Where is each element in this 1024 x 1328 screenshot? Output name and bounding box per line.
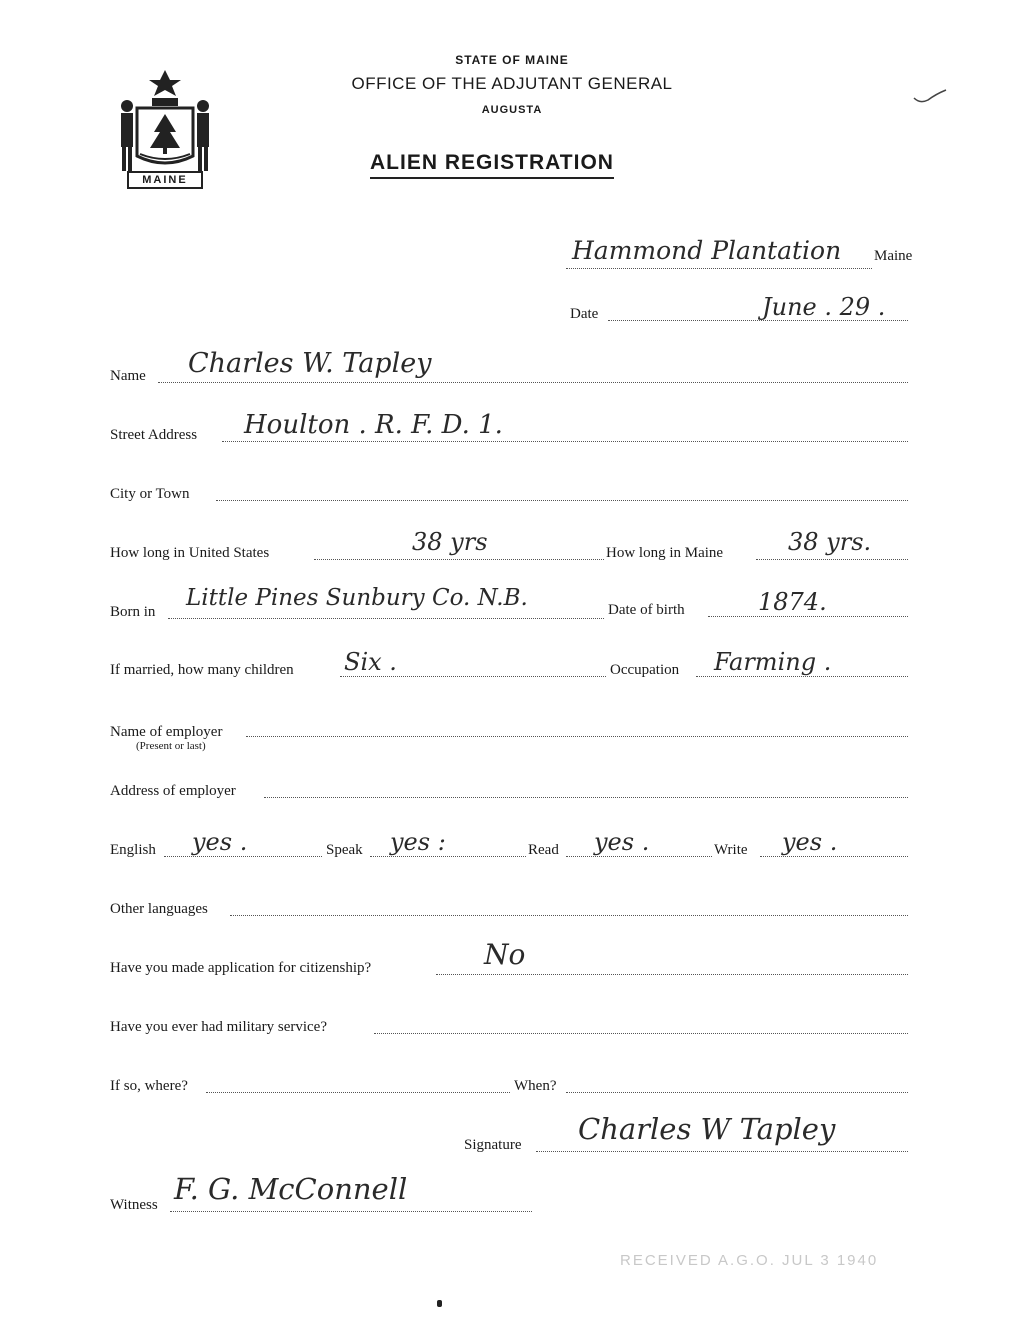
read-line (566, 856, 712, 857)
military-line (374, 1033, 908, 1034)
read-label: Read (528, 842, 559, 858)
english-label: English (110, 842, 156, 858)
when-line (566, 1092, 908, 1093)
citizenship-line (436, 974, 908, 975)
citizenship-value[interactable]: No (484, 938, 526, 971)
maine-value[interactable]: 38 yrs. (788, 528, 872, 556)
city-label: City or Town (110, 486, 190, 502)
emp-address-line (264, 797, 908, 798)
street-line (222, 441, 908, 442)
witness-label: Witness (110, 1197, 158, 1213)
street-value[interactable]: Houlton . R. F. D. 1. (244, 410, 503, 440)
read-value[interactable]: yes . (594, 828, 650, 856)
other-lang-line (230, 915, 908, 916)
born-label: Born in (110, 604, 156, 620)
where-label: If so, where? (110, 1078, 188, 1094)
check-mark-icon (910, 84, 950, 108)
english-value[interactable]: yes . (192, 828, 248, 856)
when-label: When? (514, 1078, 557, 1094)
name-value[interactable]: Charles W. Tapley (188, 348, 432, 379)
header-office: OFFICE OF THE ADJUTANT GENERAL (351, 74, 673, 93)
military-label: Have you ever had military service? (110, 1019, 327, 1035)
english-line (164, 856, 322, 857)
occupation-line (696, 676, 908, 677)
write-value[interactable]: yes . (782, 828, 838, 856)
seal-label: MAINE (142, 174, 188, 186)
dob-line (708, 616, 908, 617)
children-line (340, 676, 606, 677)
other-lang-label: Other languages (110, 901, 208, 917)
born-value[interactable]: Little Pines Sunbury Co. N.B. (186, 585, 528, 611)
name-label: Name (110, 368, 146, 384)
us-line (314, 559, 604, 560)
maine-label: How long in Maine (606, 545, 724, 561)
maine-line (756, 559, 908, 560)
children-value[interactable]: Six . (344, 648, 397, 676)
received-stamp: RECEIVED A.G.O. JUL 3 1940 (620, 1252, 879, 1269)
dob-value[interactable]: 1874. (758, 588, 827, 616)
us-label: How long in United States (110, 545, 270, 561)
children-label: If married, how many children (110, 662, 294, 678)
write-label: Write (714, 842, 748, 858)
speak-line (370, 856, 526, 857)
employer-sublabel: (Present or last) (136, 740, 206, 752)
place-line (566, 268, 872, 269)
signature-value[interactable]: Charles W Tapley (578, 1112, 836, 1146)
date-label: Date (570, 306, 599, 322)
street-label: Street Address (110, 427, 198, 443)
header-city: AUGUSTA (481, 104, 543, 116)
speak-label: Speak (326, 842, 363, 858)
header-state: STATE OF MAINE (455, 53, 569, 67)
emp-address-label: Address of employer (110, 783, 236, 799)
where-line (206, 1092, 510, 1093)
occupation-value[interactable]: Farming . (714, 648, 832, 676)
us-value[interactable]: 38 yrs (412, 528, 488, 556)
occupation-label: Occupation (610, 662, 680, 678)
speak-value[interactable]: yes : (390, 828, 446, 856)
date-value[interactable]: June . 29 . (762, 293, 886, 321)
employer-label: Name of employer (110, 724, 223, 740)
signature-label: Signature (464, 1137, 522, 1153)
city-line (216, 500, 908, 501)
place-value[interactable]: Hammond Plantation (572, 236, 842, 265)
name-line (158, 382, 908, 383)
witness-value[interactable]: F. G. McConnell (174, 1172, 408, 1206)
form-title: ALIEN REGISTRATION (370, 151, 614, 179)
place-suffix: Maine (874, 248, 913, 264)
born-line (168, 618, 604, 619)
signature-line (536, 1151, 908, 1152)
citizenship-label: Have you made application for citizenship? (110, 960, 372, 976)
write-line (760, 856, 908, 857)
dob-label: Date of birth (608, 602, 685, 618)
ink-dot (437, 1300, 442, 1307)
employer-line (246, 736, 908, 737)
witness-line (170, 1211, 532, 1212)
